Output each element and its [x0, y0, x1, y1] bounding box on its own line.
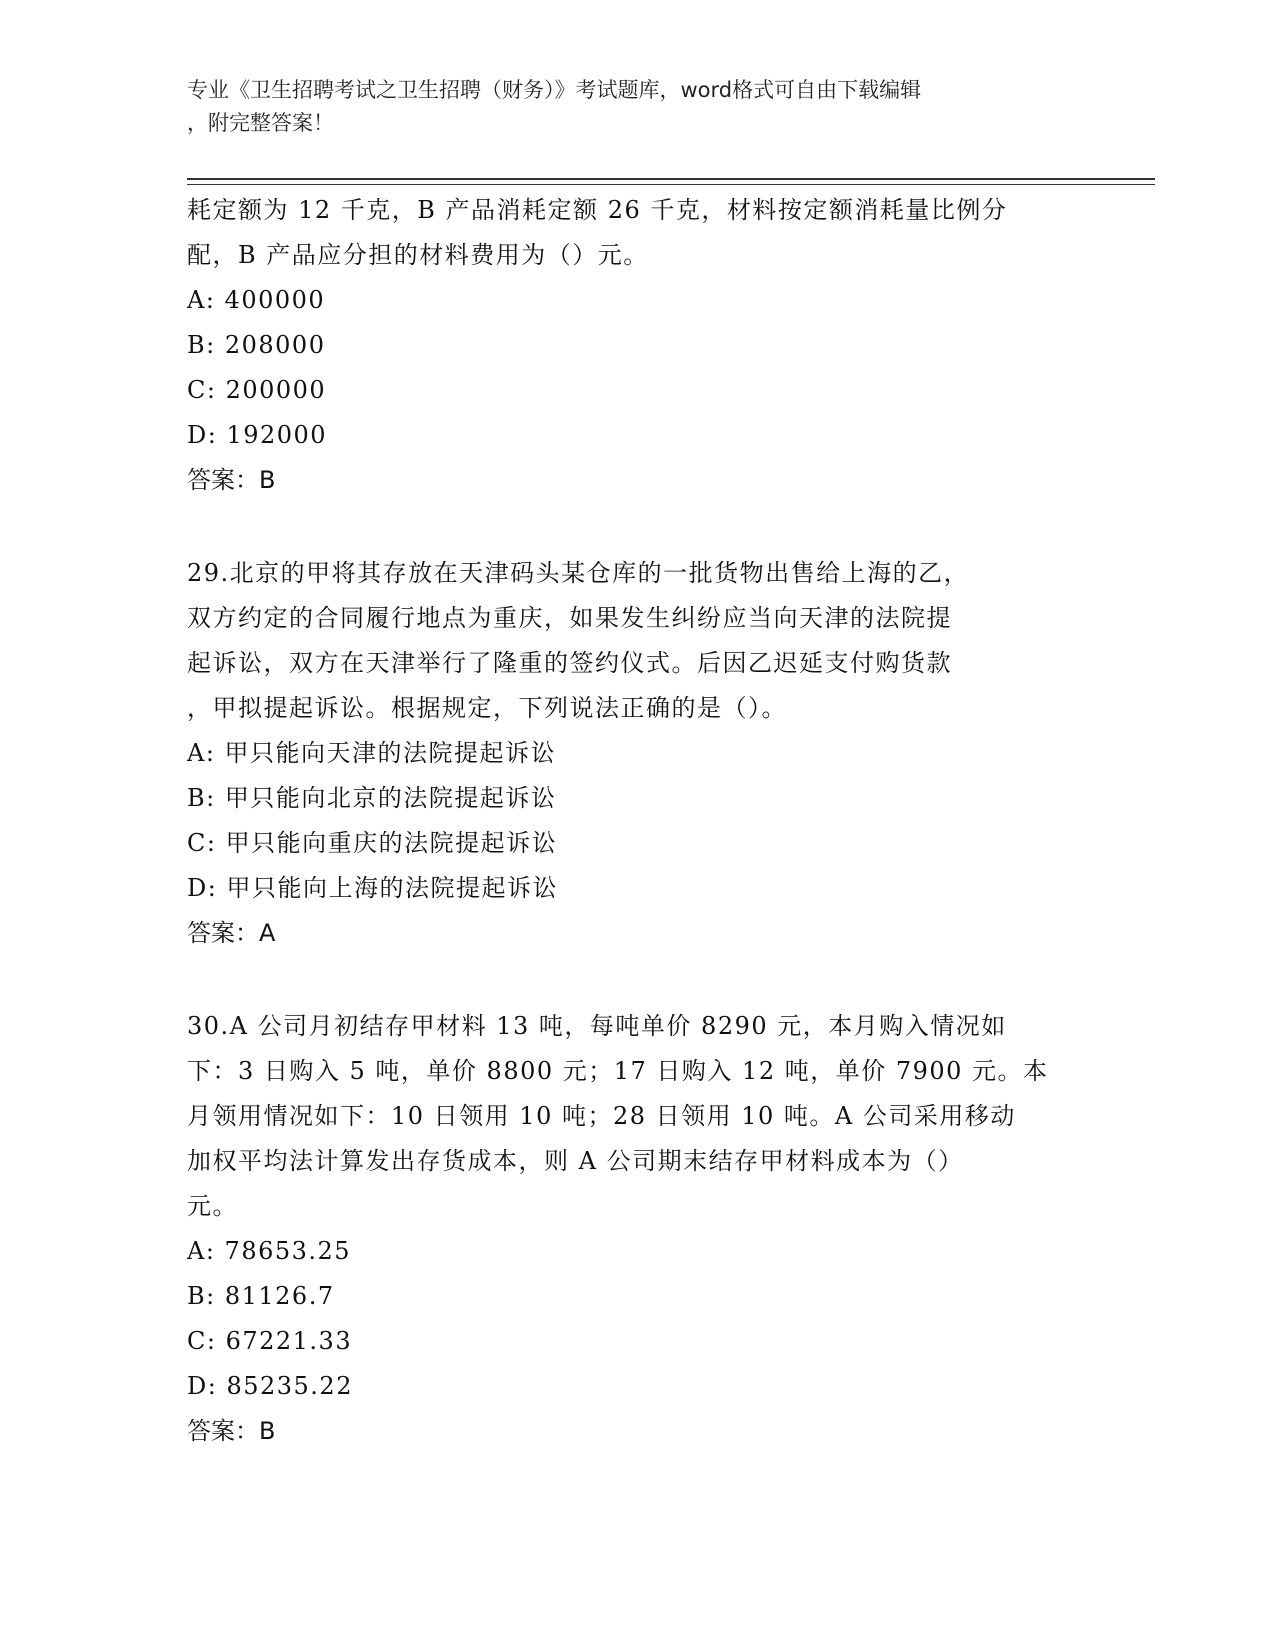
- question-stem-line: 加权平均法计算发出存货成本，则 A 公司期末结存甲材料成本为（）: [187, 1147, 964, 1175]
- question-stem-line: ，甲拟提起诉讼。根据规定，下列说法正确的是（）。: [187, 694, 787, 722]
- header-line-1: 专业《卫生招聘考试之卫生招聘（财务）》考试题库，word格式可自由下载编辑: [187, 78, 922, 102]
- question-block: [187, 1004, 1087, 1454]
- answer-line: 答案：A: [187, 919, 276, 947]
- option-b: B: 81126.7: [187, 1282, 335, 1310]
- option-c: C: 67221.33: [187, 1327, 353, 1355]
- question-block: [187, 551, 1087, 956]
- question-stem-line: 配，B 产品应分担的材料费用为（）元。: [187, 241, 649, 269]
- option-d: D: 甲只能向上海的法院提起诉讼: [187, 874, 558, 902]
- question-stem-line: 29.北京的甲将其存放在天津码头某仓库的一批货物出售给上海的乙，: [187, 559, 970, 587]
- document-header: [187, 74, 1087, 140]
- question-stem-line: 月领用情况如下：10 日领用 10 吨；28 日领用 10 吨。A 公司采用移动: [187, 1102, 1016, 1130]
- question-stem-line: 下：3 日购入 5 吨，单价 8800 元；17 日购入 12 吨，单价 7900 元。本: [187, 1057, 1049, 1085]
- option-b: B: 甲只能向北京的法院提起诉讼: [187, 784, 557, 812]
- option-a: A: 甲只能向天津的法院提起诉讼: [187, 739, 557, 767]
- header-divider-thin: [187, 184, 1155, 185]
- answer-line: 答案：B: [187, 1417, 276, 1445]
- question-stem-line: 元。: [187, 1192, 238, 1220]
- question-block: [187, 188, 1087, 503]
- question-list: [187, 188, 1087, 1454]
- option-d: D: 192000: [187, 421, 328, 449]
- option-d: D: 85235.22: [187, 1372, 353, 1400]
- question-stem-line: 起诉讼，双方在天津举行了隆重的签约仪式。后因乙迟延支付购货款: [187, 649, 952, 677]
- option-b: B: 208000: [187, 331, 326, 359]
- option-c: C: 甲只能向重庆的法院提起诉讼: [187, 829, 558, 857]
- question-stem-line: 耗定额为 12 千克，B 产品消耗定额 26 千克，材料按定额消耗量比例分: [187, 196, 1008, 224]
- answer-line: 答案：B: [187, 466, 276, 494]
- option-c: C: 200000: [187, 376, 327, 404]
- option-a: A: 78653.25: [187, 1237, 352, 1265]
- header-divider-thick: [187, 178, 1155, 180]
- question-stem-line: 30.A 公司月初结存甲材料 13 吨，每吨单价 8290 元，本月购入情况如: [187, 1012, 1007, 1040]
- option-a: A: 400000: [187, 286, 326, 314]
- question-stem-line: 双方约定的合同履行地点为重庆，如果发生纠纷应当向天津的法院提: [187, 604, 952, 632]
- header-line-2: ，附完整答案！: [187, 111, 334, 135]
